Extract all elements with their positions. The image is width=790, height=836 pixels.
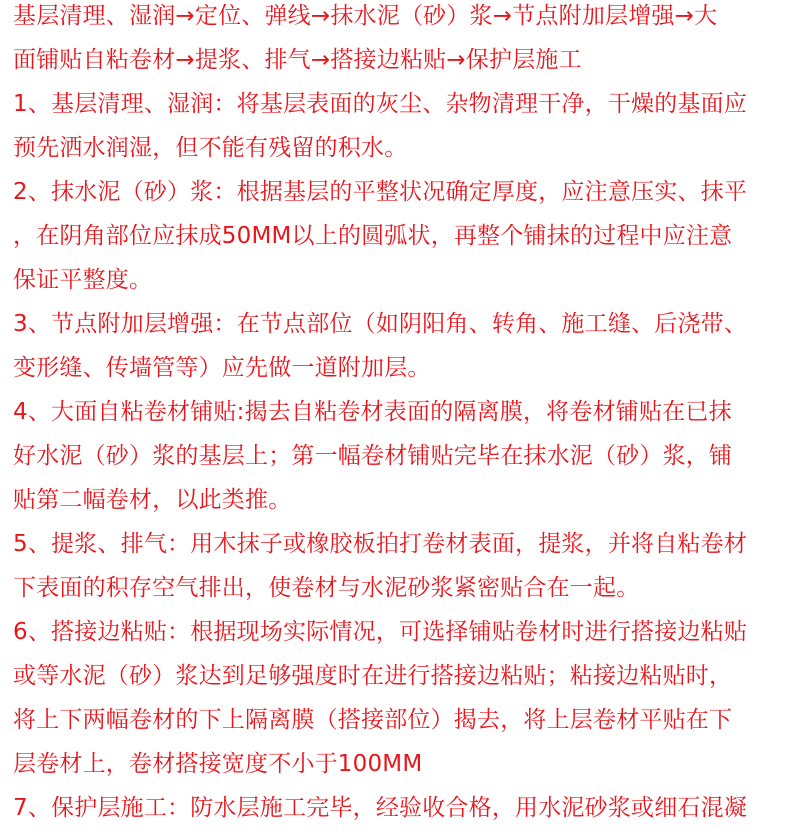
text-line: 预先洒水润湿，但不能有残留的积水。 (13, 135, 408, 161)
text-line: 下表面的积存空气排出，使卷材与水泥砂浆紧密贴合在一起。 (13, 575, 640, 601)
text-line: 好水泥（砂）浆的基层上；第一幅卷材铺贴完毕在抹水泥（砂）浆，铺 (13, 443, 733, 469)
text-line: 面铺贴自粘卷材→提浆、排气→搭接边粘贴→保护层施工 (13, 47, 582, 73)
text-line: 贴第二幅卷材，以此类推。 (13, 487, 292, 513)
text-line: 1、基层清理、湿润：将基层表面的灰尘、杂物清理干净，干燥的基面应 (13, 91, 748, 117)
text-line: 5、提浆、排气：用木抹子或橡胶板拍打卷材表面，提浆，并将自粘卷材 (13, 531, 748, 557)
text-line: 4、大面自粘卷材铺贴:揭去自粘卷材表面的隔离膜，将卷材铺贴在已抹 (13, 399, 732, 425)
text-line: 变形缝、传墙管等）应先做一道附加层。 (13, 355, 431, 381)
text-line: 层卷材上，卷材搭接宽度不小于100MM (13, 751, 423, 777)
text-line: 将上下两幅卷材的下上隔离膜（搭接部位）揭去，将上层卷材平贴在下 (13, 707, 733, 733)
text-line: 基层清理、湿润→定位、弹线→抹水泥（砂）浆→节点附加层增强→大 (13, 3, 718, 29)
text-line: 7、保护层施工：防水层施工完毕，经验收合格，用水泥砂浆或细石混凝 (13, 795, 748, 821)
text-line: 或等水泥（砂）浆达到足够强度时在进行搭接边粘贴；粘接边粘贴时， (13, 663, 733, 689)
text-line: 2、抹水泥（砂）浆：根据基层的平整状况确定厚度，应注意压实、抹平 (13, 179, 748, 205)
text-line: 保证平整度。 (13, 267, 153, 293)
text-line: 3、节点附加层增强：在节点部位（如阴阳角、转角、施工缝、后浇带、 (13, 311, 748, 337)
text-line: ，在阴角部位应抹成50MM以上的圆弧状，再整个铺抹的过程中应注意 (13, 223, 733, 249)
text-line: 6、搭接边粘贴：根据现场实际情况，可选择铺贴卷材时进行搭接边粘贴 (13, 619, 748, 645)
